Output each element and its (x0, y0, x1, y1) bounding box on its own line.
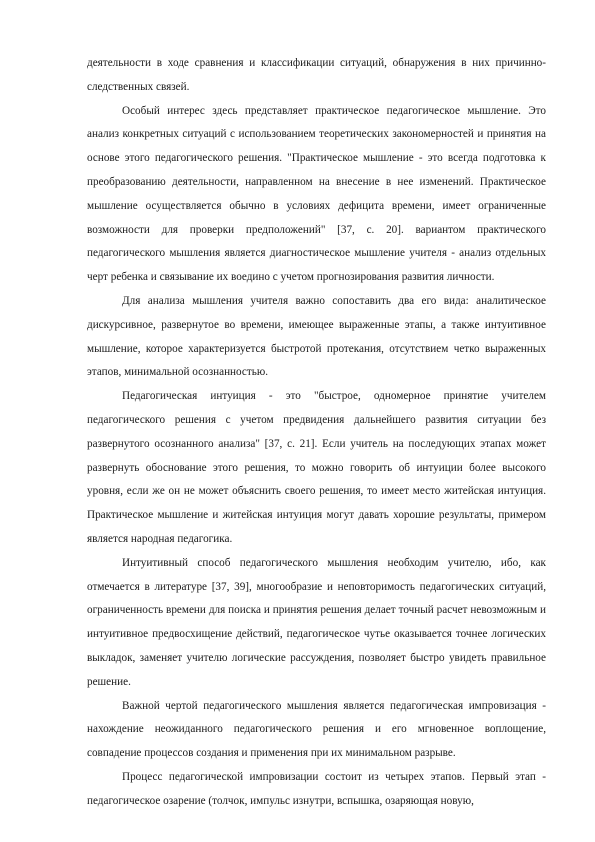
paragraph-6: Важной чертой педагогического мышления является педагогическая импровизация - нахождение неожиданного педагогического решения и его мгновенное воплощение, совпадение процессов создания и применения при их минимальном разрыве. (87, 699, 546, 760)
paragraph-1: деятельности в ходе сравнения и классификации ситуаций, обнаружения в них причинно-следственных связей. (87, 57, 546, 93)
paragraph-2: Особый интерес здесь представляет практическое педагогическое мышление. Это анализ конкретных ситуаций с использованием теоретических закономерностей и принятия на основе этого педагогического решения. "Практическое мышление - это всегда подготовка к преобразованию деятельности, направленном на внесение в нее изменений. Практическое мышление осуществляется обычно в условиях дефицита времени, имеет ограниченные возможности для проверки предположений" [37, с. 20]. вариантом практического педагогического мышления является диагностическое мышление учителя - анализ отдельных черт ребенка и связывание их воедино с учетом прогнозирования развития личности. (87, 104, 546, 284)
paragraph-3: Для анализа мышления учителя важно сопоставить два его вида: аналитическое дискурсивное, развернутое во времени, имеющее выраженные этапы, а также интуитивное мышление, которое характеризуется быстротой протекания, отсутствием четко выраженных этапов, минимальной осознанностью. (87, 294, 546, 379)
body-text (87, 52, 546, 814)
paragraph-5: Интуитивный способ педагогического мышления необходим учителю, ибо, как отмечается в литературе [37, 39], многообразие и неповторимость педагогических ситуаций, ограниченность времени для поиска и принятия решения делает точный расчет невозможным и интуитивное предвосхищение действий, педагогическое чутье оказывается точнее логических выкладок, заменяет учителю логические рассуждения, позволяет быстро увидеть правильное решение. (87, 556, 546, 688)
paragraph-4: Педагогическая интуиция - это "быстрое, одномерное принятие учителем педагогического решения с учетом предвидения дальнейшего развития ситуации без развернутого осознанного анализа" [37, с. 21]. Если учитель на последующих этапах может развернуть обоснование этого решения, то можно говорить об интуиции более высокого уровня, если же он не может объяснить своего решения, то имеет место житейская интуиция. Практическое мышление и житейская интуиция могут давать хорошие результаты, примером является народная педагогика. (87, 390, 546, 545)
paragraph-7: Процесс педагогической импровизации состоит из четырех этапов. Первый этап - педагогическое озарение (толчок, импульс изнутри, вспышка, озаряющая новую, (87, 770, 546, 807)
